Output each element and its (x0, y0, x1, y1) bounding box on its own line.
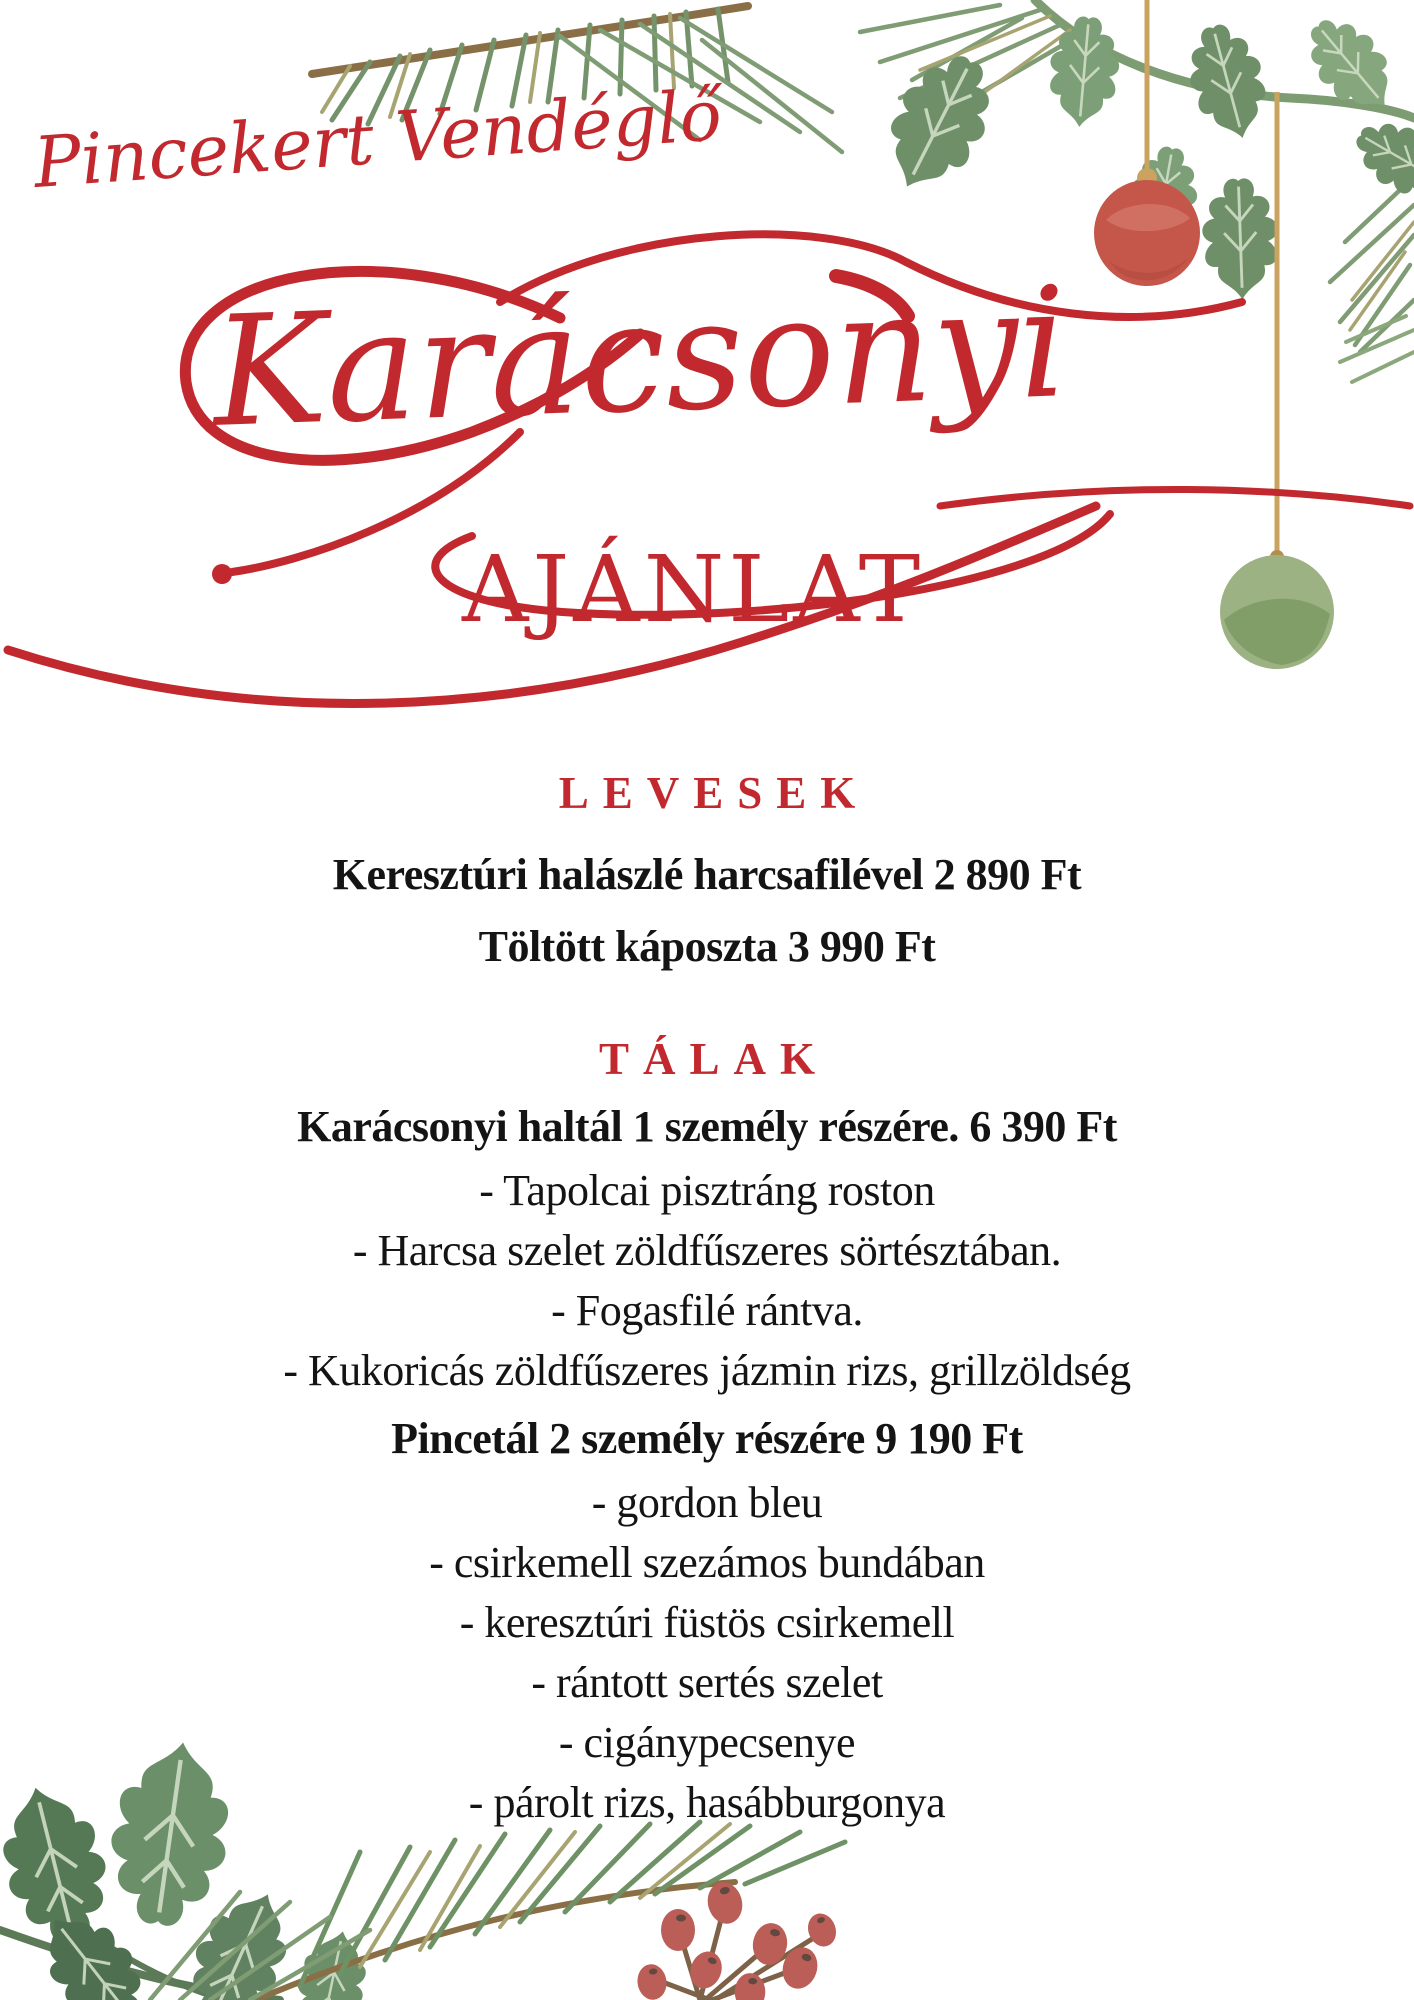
menu-item-detail: - Fogasfilé rántva. (551, 1286, 863, 1335)
menu-item-detail: - csirkemell szezámos bundában (429, 1538, 985, 1587)
section-heading-talak: TÁLAK (598, 1034, 830, 1085)
menu-item-detail: - párolt rizs, hasábburgonya (468, 1778, 946, 1827)
section-heading-levesek: LEVESEK (558, 768, 870, 819)
menu-item-detail: - Harcsa szelet zöldfűszeres sörtésztában. (352, 1226, 1062, 1275)
menu-item-detail: - gordon bleu (591, 1478, 823, 1527)
menu-item: Pincetál 2 személy részére 9 190 Ft (391, 1414, 1023, 1463)
berries-icon (635, 1878, 840, 2000)
menu-item: Töltött káposzta 3 990 Ft (478, 922, 936, 971)
menu-item: Keresztúri halászlé harcsafilével 2 890 Ft (332, 850, 1082, 899)
menu-item-detail: - Tapolcai pisztráng roston (479, 1166, 935, 1215)
menu-item-detail: - Kukoricás zöldfűszeres jázmin rizs, grillzöldség (283, 1346, 1131, 1395)
menu-item-detail: - cigánypecsenye (558, 1718, 856, 1767)
menu-item-detail: - rántott sertés szelet (531, 1658, 883, 1707)
page-title-caps: AJÁNLAT (461, 536, 925, 643)
restaurant-name: Pincekert Vendéglő (31, 74, 725, 204)
menu-item-detail: - keresztúri füstös csirkemell (459, 1598, 955, 1647)
menu-item: Karácsonyi haltál 1 személy részére. 6 390 Ft (297, 1102, 1117, 1151)
page-title-script: Karácsonyi (209, 254, 1071, 461)
